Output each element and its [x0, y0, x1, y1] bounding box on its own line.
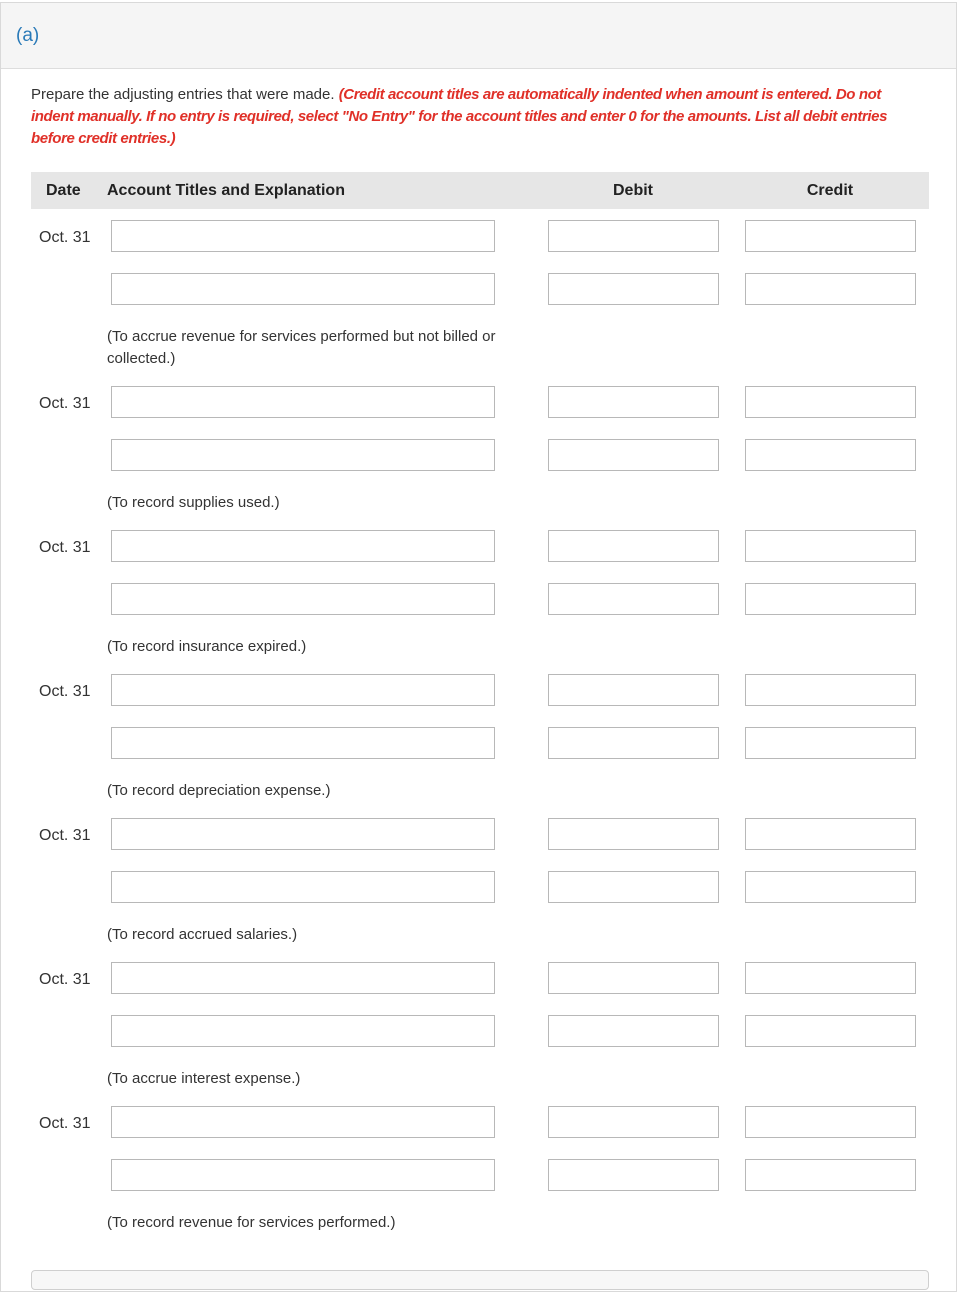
header-date: Date — [46, 182, 81, 199]
account-title-input[interactable] — [111, 386, 495, 418]
account-title-input[interactable] — [111, 674, 495, 706]
account-title-input[interactable] — [111, 1159, 495, 1191]
entry-date: Oct. 31 — [39, 229, 91, 246]
debit-input[interactable] — [548, 439, 719, 471]
journal-entry-5 — [0, 818, 958, 962]
journal-entry-3 — [0, 530, 958, 674]
entry-explanation: (To record accrued salaries.) — [107, 926, 298, 943]
entry-date: Oct. 31 — [39, 971, 91, 988]
header-account-titles: Account Titles and Explanation — [107, 182, 345, 199]
journal-entry-6 — [0, 962, 958, 1106]
header-debit: Debit — [613, 182, 653, 199]
next-section-box — [31, 1270, 929, 1290]
credit-input[interactable] — [745, 583, 916, 615]
journal-table-header — [31, 172, 929, 209]
journal-entry-4 — [0, 674, 958, 818]
account-title-input[interactable] — [111, 818, 495, 850]
credit-input[interactable] — [745, 530, 916, 562]
entry-date: Oct. 31 — [39, 395, 91, 412]
credit-input[interactable] — [745, 818, 916, 850]
credit-input[interactable] — [745, 1015, 916, 1047]
account-title-input[interactable] — [111, 1015, 495, 1047]
account-title-input[interactable] — [111, 1106, 495, 1138]
credit-input[interactable] — [745, 674, 916, 706]
account-title-input[interactable] — [111, 220, 495, 252]
entry-explanation: (To accrue interest expense.) — [107, 1070, 301, 1087]
debit-input[interactable] — [548, 220, 719, 252]
debit-input[interactable] — [548, 818, 719, 850]
instructions — [31, 84, 926, 150]
debit-input[interactable] — [548, 583, 719, 615]
credit-input[interactable] — [745, 439, 916, 471]
account-title-input[interactable] — [111, 530, 495, 562]
entry-date: Oct. 31 — [39, 827, 91, 844]
entry-date: Oct. 31 — [39, 1115, 91, 1132]
debit-input[interactable] — [548, 1015, 719, 1047]
entry-explanation: (To record insurance expired.) — [107, 638, 307, 655]
part-label: (a) — [16, 25, 40, 46]
debit-input[interactable] — [548, 962, 719, 994]
instructions-lead: Prepare the adjusting entries that were made. — [31, 86, 339, 103]
entry-explanation: (To record revenue for services performed.) — [107, 1214, 396, 1231]
debit-input[interactable] — [548, 1106, 719, 1138]
debit-input[interactable] — [548, 530, 719, 562]
credit-input[interactable] — [745, 386, 916, 418]
debit-input[interactable] — [548, 727, 719, 759]
journal-entry-7 — [0, 1106, 958, 1250]
panel-header — [1, 3, 956, 69]
entry-explanation: (To accrue revenue for services performed but not billed or collected.) — [107, 328, 496, 367]
account-title-input[interactable] — [111, 583, 495, 615]
account-title-input[interactable] — [111, 962, 495, 994]
account-title-input[interactable] — [111, 273, 495, 305]
instructions-note: (Credit account titles are automatically indented when amount is entered. Do not indent manually. If no entry is required, select "No Entry" for the account titles and enter 0 for the amounts. List all debit entries before credit entries.) — [31, 86, 888, 147]
debit-input[interactable] — [548, 1159, 719, 1191]
account-title-input[interactable] — [111, 871, 495, 903]
debit-input[interactable] — [548, 871, 719, 903]
account-title-input[interactable] — [111, 439, 495, 471]
credit-input[interactable] — [745, 1159, 916, 1191]
debit-input[interactable] — [548, 273, 719, 305]
credit-input[interactable] — [745, 962, 916, 994]
credit-input[interactable] — [745, 871, 916, 903]
entry-explanation: (To record depreciation expense.) — [107, 782, 331, 799]
debit-input[interactable] — [548, 386, 719, 418]
journal-entry-1 — [0, 220, 958, 367]
entry-explanation: (To record supplies used.) — [107, 494, 280, 511]
credit-input[interactable] — [745, 220, 916, 252]
credit-input[interactable] — [745, 727, 916, 759]
credit-input[interactable] — [745, 1106, 916, 1138]
credit-input[interactable] — [745, 273, 916, 305]
journal-entry-2 — [0, 386, 958, 530]
debit-input[interactable] — [548, 674, 719, 706]
entry-date: Oct. 31 — [39, 683, 91, 700]
header-credit: Credit — [806, 182, 854, 199]
account-title-input[interactable] — [111, 727, 495, 759]
entry-date: Oct. 31 — [39, 539, 91, 556]
